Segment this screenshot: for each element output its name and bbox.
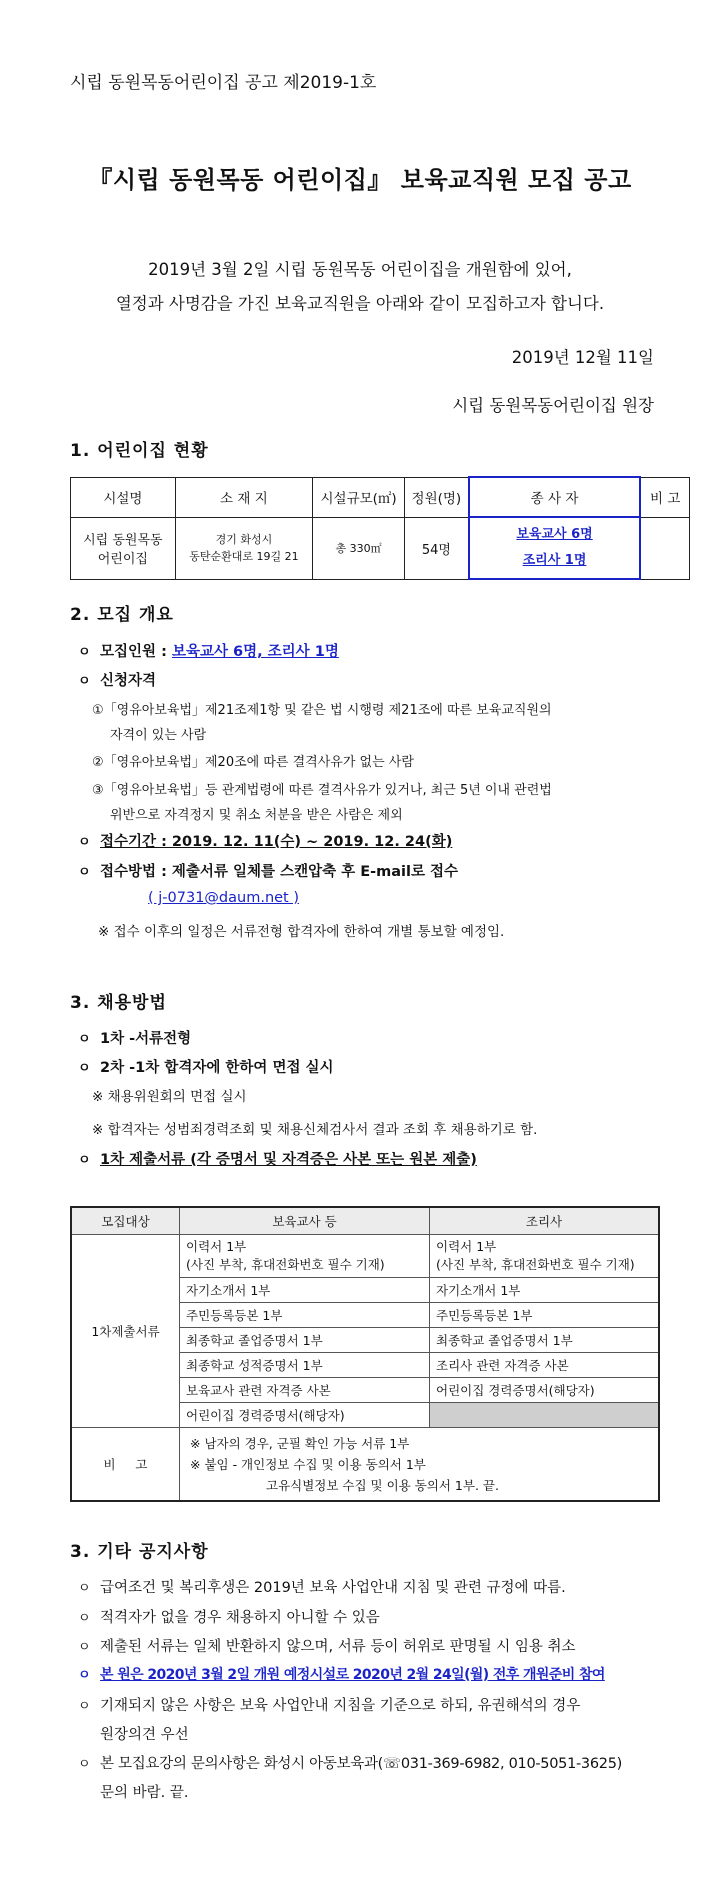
notice-item-3 bbox=[78, 1635, 576, 1656]
bullet-icon: ㅇ bbox=[78, 1668, 90, 1683]
doc-line: 이력서 1부 bbox=[186, 1239, 247, 1254]
signer: 시립 동원목동어린이집 원장 bbox=[452, 396, 654, 415]
staff-teacher: 보육교사 6명 bbox=[516, 527, 593, 542]
teacher-doc: 주민등록등본 1부 bbox=[180, 1303, 430, 1328]
teacher-doc: 자기소개서 1부 bbox=[180, 1278, 430, 1303]
cook-doc-empty bbox=[430, 1403, 660, 1428]
remark-content bbox=[180, 1428, 660, 1502]
notice-item-6 bbox=[78, 1752, 622, 1773]
doc-line: (사진 부착, 휴대전화번호 필수 기재) bbox=[186, 1257, 385, 1272]
notice-item-5-cont: 원장의견 우선 bbox=[100, 1727, 189, 1743]
page-title: 『시립 동원목동 어린이집』 보육교직원 모집 공고 bbox=[88, 166, 632, 194]
cook-doc: 자기소개서 1부 bbox=[430, 1278, 660, 1303]
header-cell: 시설규모(㎡) bbox=[313, 477, 405, 517]
bullet-icon: ㅇ bbox=[78, 1061, 91, 1076]
qualification-text: 「영유아보육법」제20조에 따른 결격사유가 없는 사람 bbox=[103, 755, 414, 770]
remark-label: 비 고 bbox=[71, 1428, 180, 1502]
number-1-icon: ① bbox=[92, 703, 104, 718]
step-1 bbox=[78, 1027, 191, 1048]
teacher-doc: 최종학교 성적증명서 1부 bbox=[180, 1353, 430, 1378]
bullet-icon: ㅇ bbox=[78, 1153, 91, 1168]
step-2 bbox=[78, 1056, 334, 1077]
method-line bbox=[78, 860, 458, 881]
qualification-3 bbox=[92, 779, 552, 798]
recruit-line bbox=[78, 640, 339, 661]
remark-cell bbox=[640, 517, 689, 579]
facility-table-header bbox=[71, 477, 690, 517]
notice-text: 본 원은 2020년 3월 2일 개원 예정시설로 2020년 2월 24일(월) 전후 개원준비 참여 bbox=[100, 1667, 605, 1683]
cook-doc: 최종학교 졸업증명서 1부 bbox=[430, 1328, 660, 1353]
qualification-heading bbox=[78, 669, 156, 690]
teacher-doc: 최종학교 졸업증명서 1부 bbox=[180, 1328, 430, 1353]
cook-doc: 어린이집 경력증명서(해당자) bbox=[430, 1378, 660, 1403]
qualification-label: 신청자격 bbox=[100, 673, 157, 689]
interview-note: ※ 채용위원회의 면접 실시 bbox=[92, 1089, 247, 1105]
documents-table-header bbox=[71, 1207, 659, 1235]
method-text: 접수방법 : 제출서류 일체를 스캔압축 후 E-mail로 접수 bbox=[100, 864, 459, 880]
number-3-icon: ③ bbox=[92, 783, 104, 798]
bullet-icon: ㅇ bbox=[78, 1581, 91, 1596]
table-row bbox=[71, 1428, 659, 1502]
facility-table bbox=[70, 476, 690, 580]
cook-doc: 조리사 관련 자격증 사본 bbox=[430, 1353, 660, 1378]
intro-line-2: 열정과 사명감을 가진 보육교직원을 아래와 같이 모집하고자 합니다. bbox=[115, 294, 605, 313]
size-cell: 총 330㎡ bbox=[313, 517, 405, 579]
remark-line: ※ 남자의 경우, 군필 확인 가능 서류 1부 bbox=[190, 1435, 410, 1451]
address-line: 동탄순환대로 19길 21 bbox=[189, 550, 299, 563]
qualification-2 bbox=[92, 751, 414, 770]
facility-name-line: 시립 동원목동 bbox=[83, 533, 163, 548]
qualification-text: 「영유아보육법」등 관계법령에 따른 결격사유가 있거나, 최근 5년 이내 관련법 bbox=[103, 783, 552, 798]
notice-text: 제출된 서류는 일체 반환하지 않으며, 서류 등이 허위로 판명될 시 임용 취소 bbox=[100, 1639, 576, 1655]
teacher-doc: 어린이집 경력증명서(해당자) bbox=[180, 1403, 430, 1428]
section-2-heading: 2. 모집 개요 bbox=[70, 605, 174, 625]
facility-name-line: 어린이집 bbox=[97, 552, 148, 567]
bullet-icon: ㅇ bbox=[78, 835, 91, 850]
header-cell: 정원(명) bbox=[405, 477, 469, 517]
notice-date: 2019년 12월 11일 bbox=[511, 348, 654, 367]
header-cell: 조리사 bbox=[430, 1207, 660, 1235]
step-text: 1차 -서류전형 bbox=[100, 1031, 192, 1047]
facility-name-cell bbox=[71, 517, 176, 579]
bullet-icon: ㅇ bbox=[78, 1640, 91, 1655]
remark-line: 고유식별정보 수집 및 이용 동의서 1부. 끝. bbox=[266, 1477, 499, 1493]
header-cell: 보육교사 등 bbox=[180, 1207, 430, 1235]
notice-item-2 bbox=[78, 1606, 380, 1627]
recruit-label: 모집인원 : bbox=[100, 644, 172, 660]
qualification-text: 「영유아보육법」제21조제1항 및 같은 법 시행령 제21조에 따른 보육교직원의 bbox=[103, 703, 552, 718]
header-cell: 종 사 자 bbox=[469, 477, 641, 517]
recruit-value: 보육교사 6명, 조리사 1명 bbox=[171, 644, 339, 660]
cook-doc: 주민등록등본 1부 bbox=[430, 1303, 660, 1328]
check-note: ※ 합격자는 성범죄경력조회 및 채용신체검사서 결과 조회 후 채용하기로 함. bbox=[92, 1122, 538, 1138]
notice-text: 기재되지 않은 사항은 보육 사업안내 지침을 기준으로 하되, 유권해석의 경우 bbox=[100, 1698, 581, 1714]
header-cell: 시설명 bbox=[71, 477, 176, 517]
cook-doc bbox=[430, 1235, 660, 1278]
notice-item-1 bbox=[78, 1576, 566, 1597]
section-4-heading: 3. 기타 공지사항 bbox=[70, 1542, 209, 1562]
notice-text: 적격자가 없을 경우 채용하지 아니할 수 있음 bbox=[100, 1610, 380, 1626]
qualification-1-cont: 자격이 있는 사람 bbox=[110, 728, 207, 743]
bullet-icon: ㅇ bbox=[78, 1699, 91, 1714]
teacher-doc: 보육교사 관련 자격증 사본 bbox=[180, 1378, 430, 1403]
bullet-icon: ㅇ bbox=[78, 674, 91, 689]
docs-text: 1차 제출서류 (각 증명서 및 자격증은 사본 또는 원본 제출) bbox=[100, 1152, 477, 1168]
doc-line: (사진 부착, 휴대전화번호 필수 기재) bbox=[436, 1257, 635, 1272]
bullet-icon: ㅇ bbox=[78, 645, 91, 660]
capacity-cell: 54명 bbox=[405, 517, 469, 579]
table-row bbox=[71, 1235, 659, 1278]
bullet-icon: ㅇ bbox=[78, 1611, 91, 1626]
email-link[interactable]: ( j-0731@daum.net ) bbox=[148, 890, 300, 906]
schedule-note: ※ 접수 이후의 일정은 서류전형 합격자에 한하여 개별 통보할 예정임. bbox=[98, 924, 505, 940]
staff-cell bbox=[469, 517, 641, 579]
number-2-icon: ② bbox=[92, 755, 104, 770]
doc-line: 이력서 1부 bbox=[436, 1239, 497, 1254]
bullet-icon: ㅇ bbox=[78, 865, 91, 880]
notice-text: 급여조건 및 복리후생은 2019년 보육 사업안내 지침 및 관련 규정에 따름. bbox=[100, 1580, 566, 1596]
header-cell: 모집대상 bbox=[71, 1207, 180, 1235]
section-1-heading: 1. 어린이집 현황 bbox=[70, 441, 209, 461]
docs-line bbox=[78, 1148, 477, 1169]
notice-item-4 bbox=[78, 1664, 605, 1684]
notice-number: 시립 동원목동어린이집 공고 제2019-1호 bbox=[70, 73, 377, 93]
bullet-icon: ㅇ bbox=[78, 1757, 91, 1772]
teacher-doc bbox=[180, 1235, 430, 1278]
header-cell: 소 재 지 bbox=[175, 477, 312, 517]
table-row bbox=[71, 517, 690, 579]
notice-item-6-cont: 문의 바람. 끝. bbox=[100, 1785, 189, 1801]
notice-text: 본 모집요강의 문의사항은 화성시 아동보육과(☏031-369-6982, 010-5051-3625) bbox=[100, 1756, 622, 1772]
qualification-1 bbox=[92, 699, 552, 718]
documents-table bbox=[70, 1206, 660, 1502]
remark-line: ※ 붙임 - 개인정보 수집 및 이용 동의서 1부 bbox=[190, 1456, 426, 1472]
row-label: 1차제출서류 bbox=[71, 1235, 180, 1428]
staff-cook: 조리사 1명 bbox=[522, 553, 587, 568]
section-3-heading: 3. 채용방법 bbox=[70, 993, 167, 1013]
period-line bbox=[78, 830, 452, 851]
bullet-icon: ㅇ bbox=[78, 1032, 91, 1047]
address-line: 경기 화성시 bbox=[215, 533, 273, 546]
intro-line-1: 2019년 3월 2일 시립 동원목동 어린이집을 개원함에 있어, bbox=[148, 260, 572, 279]
address-cell bbox=[175, 517, 312, 579]
step-text: 2차 -1차 합격자에 한하여 면접 실시 bbox=[100, 1060, 334, 1076]
qualification-3-cont: 위반으로 자격정지 및 취소 처분을 받은 사람은 제외 bbox=[110, 808, 403, 823]
notice-item-5 bbox=[78, 1694, 580, 1715]
period-text: 접수기간 : 2019. 12. 11(수) ~ 2019. 12. 24(화) bbox=[100, 834, 453, 850]
header-cell: 비 고 bbox=[640, 477, 689, 517]
